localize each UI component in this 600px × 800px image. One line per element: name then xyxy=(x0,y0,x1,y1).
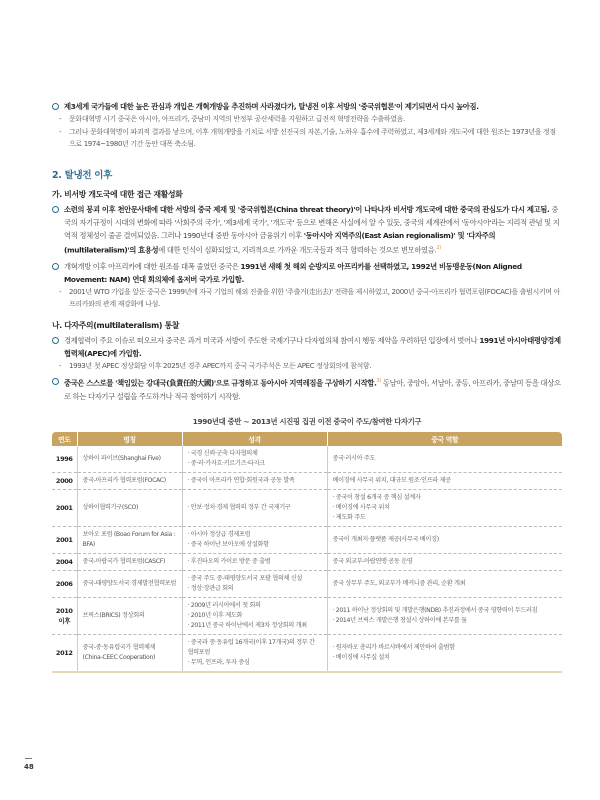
nature-item: · 아시아 정상급 경제포럼 xyxy=(187,530,251,538)
cell-year: 2012 xyxy=(52,634,77,672)
subB-bullet-1 xyxy=(52,334,562,360)
table-header-row xyxy=(52,432,562,446)
circle-bullet-icon xyxy=(52,206,59,213)
role-item: 중국 상무부 주도, 외교부가 메커니즘 관리, 순환 개최 xyxy=(332,579,466,587)
subA-dash-1: - 2001년 WTO 가입을 앞둔 중국은 1999년에 자국 기업의 해외 진출을 위한 '주출거(走出去)' 전략을 제시하였고, 2000년 중국-아프리카 협력포럼(FOCAC)을 출범시키며 아프리카와의 관계 재강화에 나섬. xyxy=(59,287,560,309)
dash-text: 1993년 첫 APEC 정상회담 이후 2025년 경주 APEC까지 중국 국가주석은 모든 APEC 정상회의에 참석함. xyxy=(69,361,372,370)
cell-nature xyxy=(182,597,327,634)
cell-role xyxy=(327,597,562,634)
cell-role xyxy=(327,446,562,473)
table-row xyxy=(52,553,562,570)
header-nature: 성격 xyxy=(182,432,327,446)
role-item: · 원자바오 총리가 바르샤바에서 제안하여 출범함 xyxy=(332,643,455,651)
subA-bullet-2 xyxy=(52,260,562,286)
intro-dash-1: - 문화대혁명 시기 중국은 아시아, 아프리카, 중남미 지역의 반정부 공산세력을 지원하고 급진적 혁명전략을 수출하였음. xyxy=(59,115,405,123)
header-role: 중국 역할 xyxy=(327,432,562,446)
page-number xyxy=(24,758,34,771)
cell-role xyxy=(327,570,562,597)
cell-nature xyxy=(182,553,327,570)
dash-text: 그러나 문화대혁명이 파괴적 결과를 낳으며, 이후 개혁개방을 기치로 서방 선진국의 자본,기술, 노하우 흡수에 주력하였고, 제3세계와 개도국에 대한 원조는 1973년을 정점으로 1974~1980년 기간 동안 대폭 축소됨. xyxy=(69,127,556,148)
nature-item: · 무역, 인프라, 투자 중심 xyxy=(187,658,250,666)
role-item: · 제도화 주도 xyxy=(332,513,366,521)
cell-nature xyxy=(182,570,327,597)
nature-item: · 2011년 중국 하이난에서 제3차 정상회의 개최 xyxy=(187,621,307,629)
cell-nature xyxy=(182,446,327,473)
table-row xyxy=(52,570,562,597)
table-row xyxy=(52,526,562,553)
cell-nature xyxy=(182,489,327,526)
cell-nature xyxy=(182,472,327,489)
circle-bullet-icon xyxy=(52,103,59,110)
cell-role xyxy=(327,472,562,489)
cell-name: 상하이협력기구(SCO) xyxy=(77,489,182,526)
table-row xyxy=(52,597,562,634)
role-item: · 2014년 브릭스 개발은행 창설시 상하이에 본부를 둠 xyxy=(332,616,467,624)
bold-text: 소련의 붕괴 이후 천안문사태에 대한 서방의 중국 제재 및 '중국위협론(China threat theory)'이 나타나자 비서방 개도국에 대한 중국의 관심도가 다시 제고됨. xyxy=(64,204,550,214)
nature-item: · 후진타오의 카이로 방문 중 출범 xyxy=(187,557,271,565)
subsection-heading-b: 나. 다자주의(multilateralism) 통찰 xyxy=(52,320,180,330)
cell-name: 중국-아랍국가 협력포럼(CASCF) xyxy=(77,553,182,570)
cell-role xyxy=(327,634,562,672)
bold-text: '동아시아 지역주의(East Asian regionalism)' 및 '다자주의(multilateralism)'의 효용성 xyxy=(64,230,496,254)
cell-name: 중국-아프리카 협력포럼(FOCAC) xyxy=(77,472,182,489)
nature-item: · 안보·정치·경제 협력의 정부 간 국제기구 xyxy=(187,503,291,511)
role-item: 중국 외교부-아랍연맹 공동 운영 xyxy=(332,557,413,565)
footnote-ref: 2) xyxy=(436,244,441,251)
role-item: · 베이징에 사무실 설치 xyxy=(332,653,390,661)
header-year: 연도 xyxy=(52,432,77,446)
circle-bullet-icon xyxy=(52,263,59,270)
organizations-table xyxy=(52,432,562,673)
bold-text: 중국은 스스로를 '책임있는 강대국(負責任的大國)'으로 규정하고 동아시아 지역레짐을 구상하기 시작함. xyxy=(64,378,377,388)
nature-item: · 중국이 아프리카 연합·회원국과 공동 발족 xyxy=(187,476,295,484)
body-text: 동남아, 중앙아, 서남아, 중동, 아프리카, 중남미 등을 대상으로 하는 다자기구 설립을 주도하거나 적극 참여하기 시작함. xyxy=(64,378,561,401)
cell-role xyxy=(327,489,562,526)
cell-name: 중국-태평양도서국 경제발전협력포럼 xyxy=(77,570,182,597)
body-text: 중국의 자기규정이 시대의 변화에 따라 '사회주의 국가', '제3세계 국가', '개도국' 등으로 변해온 사실에서 알 수 있듯, 중국의 세계관에서 '동아시아'라는 지리적 관념 및 지역적 정체성이 줄곧 결여되었음. 그러나 1990년대 중반 동아시아 금융위기 이후 xyxy=(64,204,560,240)
intro-bullet-text: 제3세계 국가들에 대한 높은 관심과 개입은 개혁개방을 추진하며 사라졌다가, 탈냉전 이후 서방의 '중국위협론'이 제기되면서 다시 높아짐. xyxy=(64,102,479,111)
cell-nature xyxy=(182,526,327,553)
circle-bullet-icon xyxy=(52,337,59,344)
table-row xyxy=(52,472,562,489)
nature-item: · 중국과 중·동유럽 16개국(이후 17개국)의 정부 간 협력포럼 xyxy=(187,638,315,656)
table-title: 1990년대 중반 ~ 2013년 시진핑 집권 이전 중국이 주도/참여한 다자기구 xyxy=(192,416,422,426)
nature-item: · 국경 신뢰·군축 다자협의체 xyxy=(187,449,258,457)
role-item: 베이징에 사무국 위치, 대규모 원조·인프라 제공 xyxy=(332,476,451,484)
circle-bullet-icon xyxy=(52,378,59,385)
table-row xyxy=(52,634,562,672)
cell-nature xyxy=(182,634,327,672)
header-name: 명칭 xyxy=(77,432,182,446)
table-row xyxy=(52,489,562,526)
cell-name: 브릭스(BRICS) 정상회의 xyxy=(77,597,182,634)
cell-year: 2010 이후 xyxy=(52,597,77,634)
cell-role xyxy=(327,526,562,553)
page-number-text: 48 xyxy=(24,763,34,771)
cell-year: 2000 xyxy=(52,472,77,489)
cell-year: 2001 xyxy=(52,526,77,553)
nature-item: · 2010년 이후 제도화 xyxy=(187,611,243,619)
body-text: 개혁개방 이후 아프리카에 대한 원조를 대폭 줄였던 중국은 xyxy=(64,261,241,271)
table-row xyxy=(52,446,562,473)
subB-bullet-2 xyxy=(52,375,562,402)
cell-year: 2006 xyxy=(52,570,77,597)
role-item: 중국·러시아 주도 xyxy=(332,454,376,462)
dash-text: 2001년 WTO 가입을 앞둔 중국은 1999년에 자국 기업의 해외 진출을 위한 '주출거(走出去)' 전략을 제시하였고, 2000년 중국-아프리카 협력포럼(FOCAC)을 출범시키며 아프리카와의 관계 재강화에 나섬. xyxy=(69,287,560,309)
section-heading: 2. 탈냉전 이후 xyxy=(52,169,113,181)
intro-dash-2: - 그러나 문화대혁명이 파괴적 결과를 낳으며, 이후 개혁개방을 기치로 서방 선진국의 자본,기술, 노하우 흡수에 주력하였고, 제3세계와 개도국에 대한 원조는 1973년을 정점으로 1974~1980년 기간 동안 대폭 축소됨. xyxy=(59,127,556,148)
role-item: · 중국이 창설 6개국 중 핵심 설계자 xyxy=(332,493,421,501)
nature-item: · 정상·장관급 회의 xyxy=(187,584,234,592)
cell-role xyxy=(327,553,562,570)
role-item: · 베이징에 사무국 위치 xyxy=(332,503,390,511)
cell-name: 보아오 포럼 (Boao Forum for Asia : BFA) xyxy=(77,526,182,553)
footnote-ref: 3) xyxy=(376,378,381,385)
nature-item: · 2009년 러시아에서 첫 회의 xyxy=(187,601,261,609)
page-number-rule xyxy=(25,758,32,759)
bold-text: 1991년 아시아태평양경제협력체(APEC)에 가입함. xyxy=(64,335,561,358)
body-text: 에 대한 인식이 심화되었고, 지리적으로 가까운 개도국들과 적극 협력하는 것으로 변모하였음. xyxy=(158,244,437,254)
cell-year: 2001 xyxy=(52,489,77,526)
page-content xyxy=(52,100,562,673)
nature-item: · 중·러·카자흐·키르기즈·타지크 xyxy=(187,459,265,467)
nature-item: · 중국 하이난 보아오에 상설화함 xyxy=(187,540,269,548)
dash-text: 문화대혁명 시기 중국은 아시아, 아프리카, 중남미 지역의 반정부 공산세력을 지원하고 급진적 혁명전략을 수출하였음. xyxy=(69,115,405,123)
cell-name: 중국-중·동유럽국가 협력체제 (China-CEEC Cooperation) xyxy=(77,634,182,672)
subB-dash-1: - 1993년 첫 APEC 정상회담 이후 2025년 경주 APEC까지 중국 국가주석은 모든 APEC 정상회의에 참석함. xyxy=(59,361,372,370)
subA-bullet-1 xyxy=(52,203,562,256)
cell-year: 1996 xyxy=(52,446,77,473)
bold-text: 1991년 새해 첫 해외 순방지로 아프리카를 선택하였고, 1992년 비동맹운동(Non Aligned Movement: NAM) 연대 회의체에 옵저버 국가로 가입함. xyxy=(64,261,522,284)
role-item: · 2011 하이난 정상회의 및 개발은행(NDB) 추진과정에서 중국 영향력이 두드러짐 xyxy=(332,606,538,614)
nature-item: · 중국 주도 중-태평양도서국 포괄 협의체 신설 xyxy=(187,574,302,582)
cell-year: 2004 xyxy=(52,553,77,570)
body-text: 경제협력이 주요 이슈로 떠오르자 중국은 과거 미국과 서방이 주도한 국제기구나 다자협의체 참여시 행동 제약을 우려하던 입장에서 벗어나 xyxy=(64,335,480,345)
intro-bullet xyxy=(52,100,562,113)
subsection-heading-a: 가. 비서방 개도국에 대한 접근 재활성화 xyxy=(52,189,183,199)
cell-name: 상하이 파이브(Shanghai Five) xyxy=(77,446,182,473)
role-item: 중국이 개최지·플랫폼 제공(사무국 베이징) xyxy=(332,535,439,543)
